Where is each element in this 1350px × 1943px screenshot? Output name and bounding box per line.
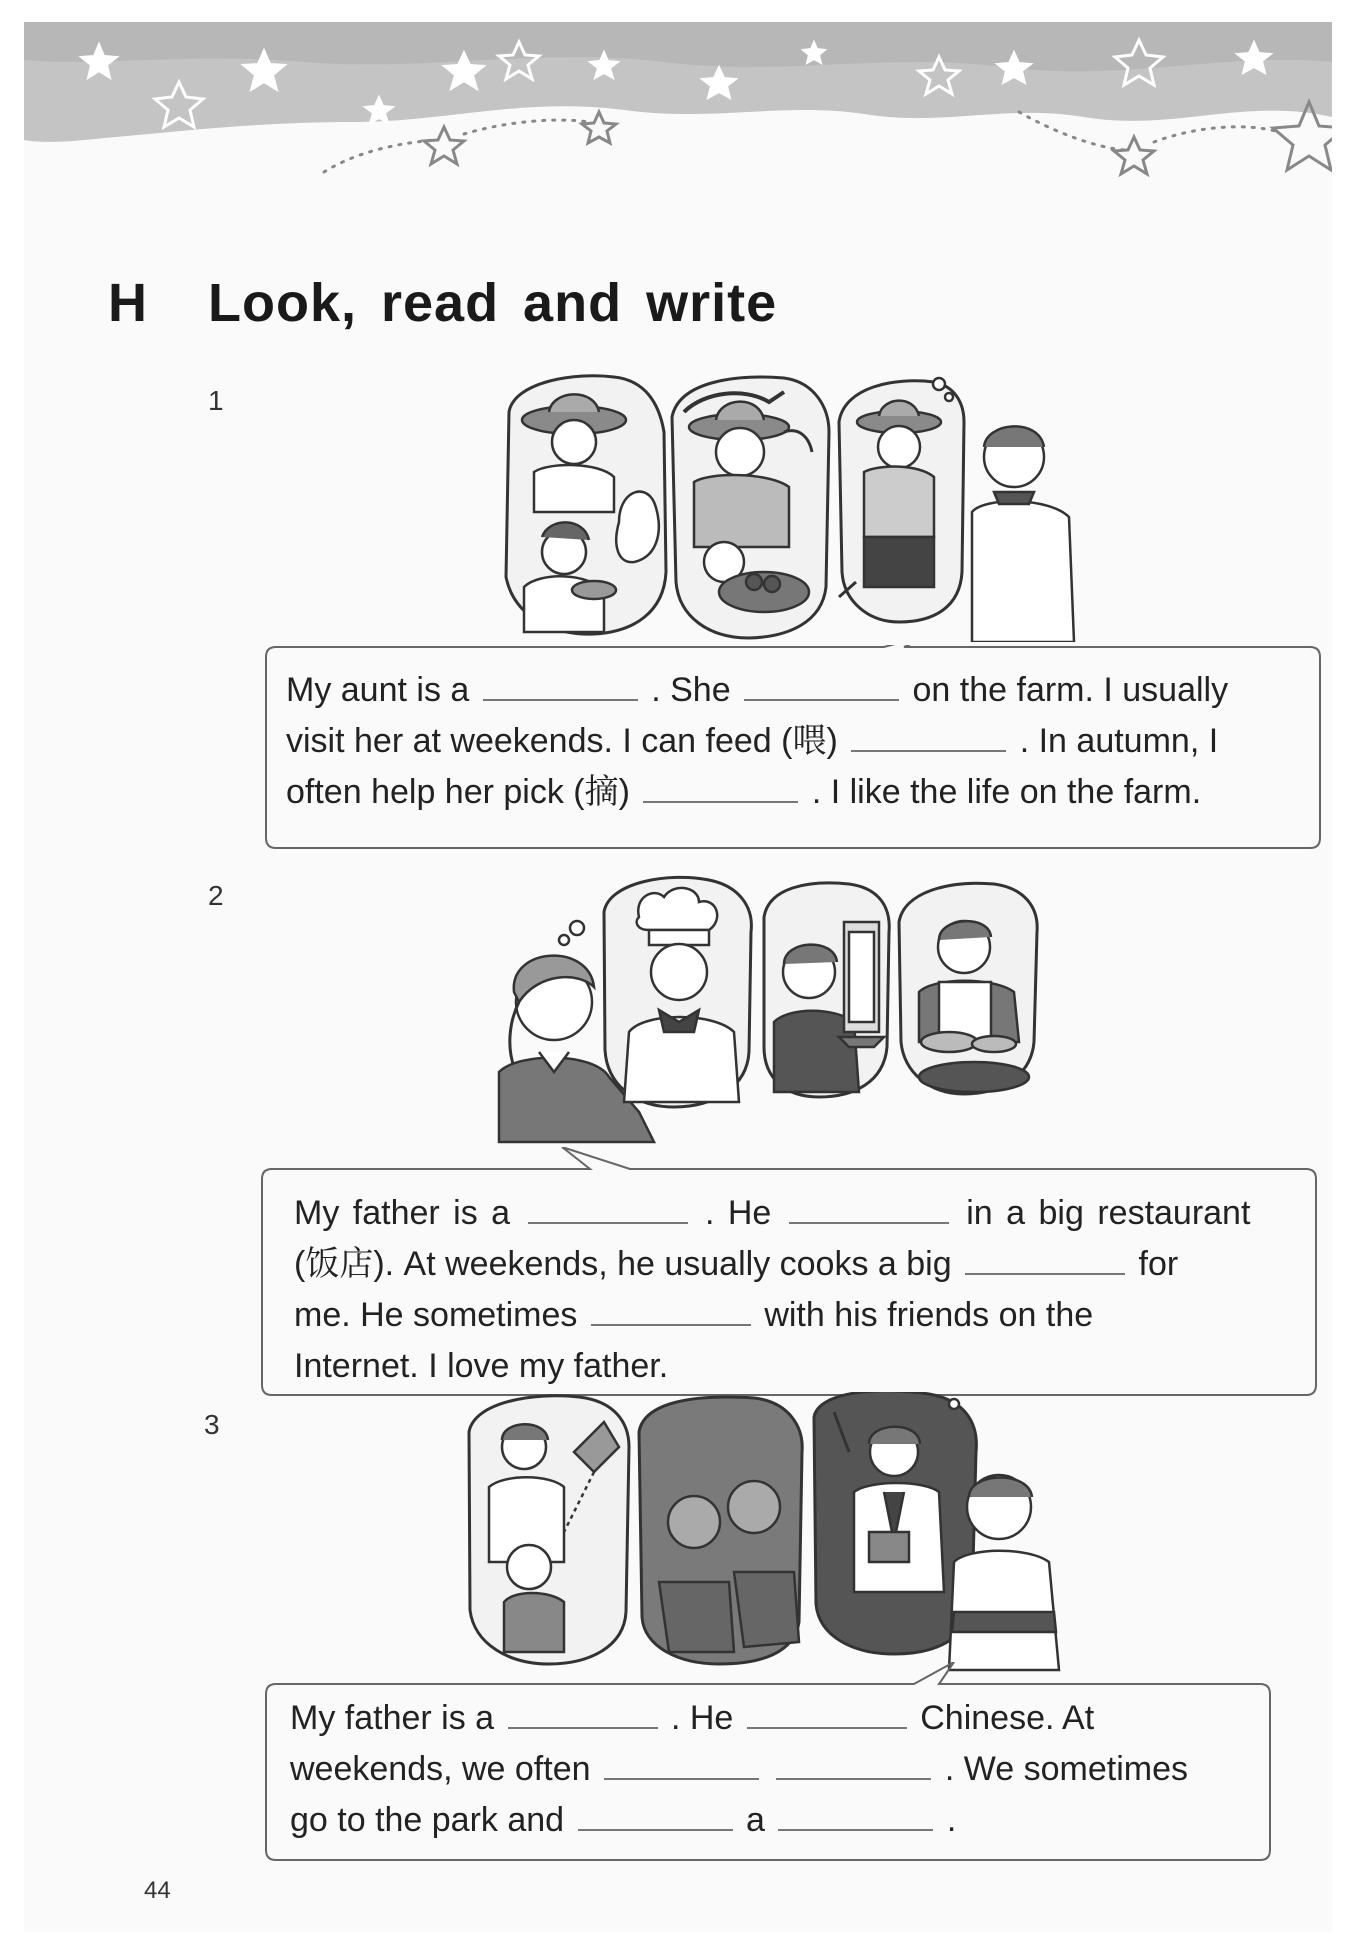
text-segment: go to the park and [290,1801,565,1839]
chef-illustration [479,872,1099,1152]
text-line [290,1744,1188,1795]
text-segment: weekends, we often [290,1750,591,1788]
text-line [290,1693,1094,1744]
exercise-number: 2 [208,880,224,911]
text-segment: My aunt is a [286,671,470,709]
text-segment: often help her pick (摘) [286,773,630,811]
text-line [290,1795,956,1846]
star-banner [24,22,1332,212]
section-letter: H [108,273,147,333]
answer-blank[interactable] [789,1188,949,1224]
text-segment: for [1138,1245,1179,1283]
text-segment: on the farm. I usually [912,671,1229,709]
answer-blank[interactable] [747,1693,907,1729]
text-line [294,1341,668,1392]
answer-blank[interactable] [778,1795,933,1831]
text-segment: me. He sometimes [294,1296,578,1334]
text-segment: My father is a [294,1194,511,1232]
text-segment: Chinese. At [920,1699,1095,1737]
answer-blank[interactable] [604,1744,759,1780]
text-segment: . We sometimes [944,1750,1188,1788]
answer-blank[interactable] [851,716,1006,752]
answer-blank[interactable] [483,665,638,701]
text-segment: visit her at weekends. I can feed (喂) [286,722,838,760]
text-segment: My father is a [290,1699,495,1737]
text-line [286,665,1228,716]
text-line [286,767,1201,818]
answer-blank[interactable] [508,1693,658,1729]
answer-blank[interactable] [591,1290,751,1326]
text-segment: with his friends on the [764,1296,1094,1334]
text-segment: a [746,1801,765,1839]
answer-blank[interactable] [578,1795,733,1831]
section-title: Look, read and write [208,273,778,333]
text-segment: . She [651,671,731,709]
text-segment: . [946,1801,957,1839]
farm-illustration [494,372,1104,642]
exercise-number: 3 [204,1409,220,1440]
text-segment: (饭店). At weekends, he usually cooks a big [294,1245,952,1283]
text-line [286,716,1218,767]
answer-blank[interactable] [776,1744,931,1780]
text-line [294,1188,1250,1239]
text-segment: . I like the life on the farm. [811,773,1202,811]
text-segment: Internet. I love my father. [294,1347,669,1385]
teacher-illustration [454,1392,1094,1672]
exercise-number: 1 [208,385,224,416]
answer-blank[interactable] [643,767,798,803]
text-line [294,1239,1178,1290]
text-segment: . In autumn, I [1019,722,1219,760]
page-number: 44 [144,1877,171,1904]
answer-blank[interactable] [744,665,899,701]
workbook-page [24,22,1332,1932]
text-segment: in a big restaurant [966,1194,1251,1232]
answer-blank[interactable] [528,1188,688,1224]
text-segment: . He [670,1699,734,1737]
answer-blank[interactable] [965,1239,1125,1275]
text-segment: . He [704,1194,772,1232]
text-line [294,1290,1093,1341]
